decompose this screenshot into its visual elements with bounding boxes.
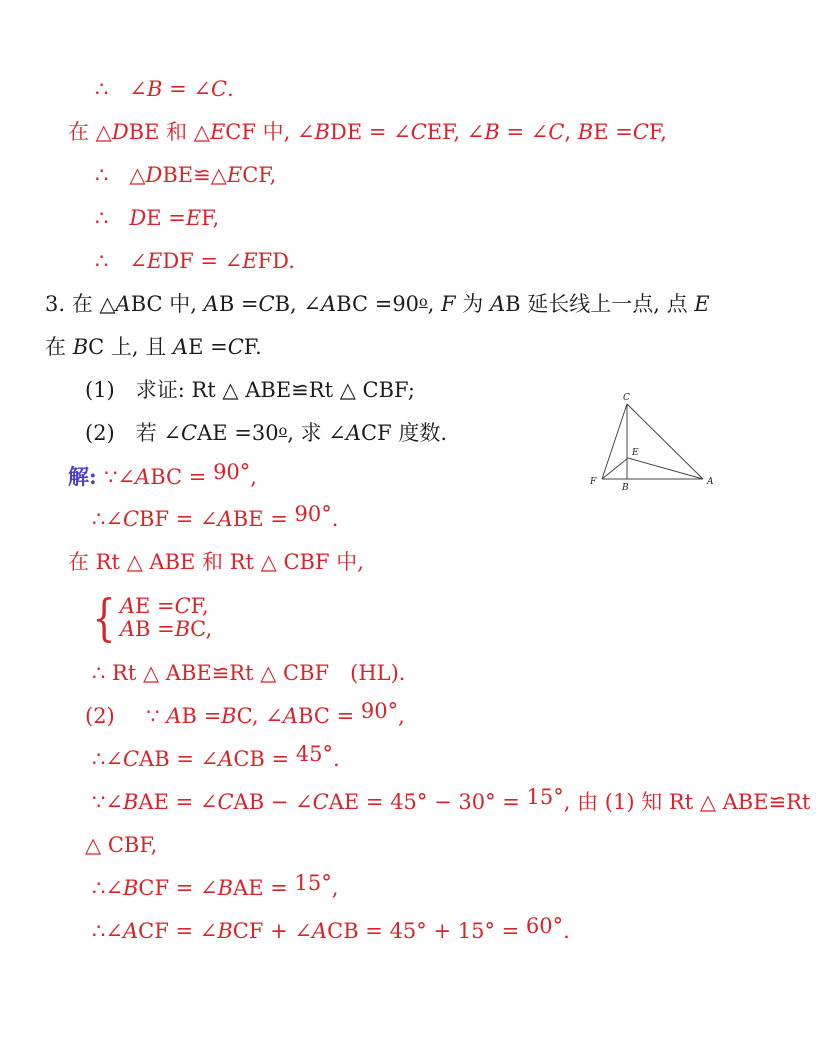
solution-line-cbf-cont bbox=[85, 824, 816, 867]
line-text: ∴ ∠EDF = ∠EFD. bbox=[95, 249, 295, 273]
proof-line-edf-efd bbox=[95, 240, 816, 283]
line-text: ∴ Rt △ ABE≌Rt △ CBF (HL). bbox=[92, 661, 406, 685]
line-text: (1) 求证: Rt △ ABE≌Rt △ CBF; bbox=[85, 378, 415, 402]
solution-line-cbf-abe-90 bbox=[92, 498, 816, 541]
proof-line-in-triangles bbox=[68, 111, 816, 154]
problem-3-statement-line-2 bbox=[45, 326, 816, 369]
proof-line-angle-b-c bbox=[95, 68, 816, 111]
edge-cf bbox=[602, 404, 627, 479]
line-text: 在 BC 上, 且 AE =CF. bbox=[45, 335, 262, 359]
solution-line-cab-acb-45 bbox=[92, 738, 816, 781]
geometry-figure bbox=[588, 388, 718, 493]
triangle-diagram bbox=[588, 388, 718, 493]
line-text: 3. 在 △ABC 中, AB =CB, ∠ABC $=90^o$, F 为 AB 延长线上一点, 点 E bbox=[45, 292, 710, 316]
equation-row: AB =BC, bbox=[119, 617, 213, 641]
solution-line-bae-15 bbox=[92, 781, 816, 824]
line-text: (2) 若 ∠CAE $=30^o$, 求 ∠ACF 度数. bbox=[85, 421, 447, 445]
solution-line-acf-60 bbox=[92, 910, 816, 953]
solution-equation-system bbox=[88, 584, 816, 652]
document-text-area bbox=[0, 68, 816, 953]
vertex-label-f: F bbox=[590, 477, 597, 487]
line-text: (2) ∵ AB =BC, ∠ABC = 90°, bbox=[85, 699, 405, 728]
vertex-label-a: A bbox=[707, 477, 714, 487]
solution-line-in-rt-triangles bbox=[68, 541, 816, 584]
line-text: ∵∠ABC = 90°, bbox=[104, 460, 257, 489]
line-text: ∴∠BCF = ∠BAE = 15°, bbox=[92, 871, 339, 900]
proof-line-de-ef bbox=[95, 197, 816, 240]
system-brace-symbol: { bbox=[92, 589, 116, 647]
vertex-label-c: C bbox=[623, 393, 630, 403]
proof-line-congruent bbox=[95, 154, 816, 197]
line-text: ∴∠ACF = ∠BCF + ∠ACB = 45° + 15° = 60°. bbox=[92, 914, 570, 943]
vertex-label-e: E bbox=[632, 448, 639, 458]
vertex-label-b: B bbox=[622, 483, 629, 493]
line-text: ∴∠CBF = ∠ABE = 90°. bbox=[92, 502, 339, 531]
line-text: 在 Rt △ ABE 和 Rt △ CBF 中, bbox=[68, 550, 364, 574]
edge-ca bbox=[627, 404, 703, 479]
answer-label: 解: bbox=[68, 464, 105, 489]
solution-part-2-given bbox=[85, 695, 816, 738]
line-text: △ CBF, bbox=[85, 833, 158, 857]
line-text: ∴∠CAB = ∠ACB = 45°. bbox=[92, 742, 340, 771]
line-text: ∴ ∠B = ∠C. bbox=[95, 77, 234, 101]
line-text: ∴ DE =EF, bbox=[95, 206, 220, 230]
solution-line-bcf-bae-15 bbox=[92, 867, 816, 910]
solution-line-congruent-hl bbox=[92, 652, 816, 695]
line-text: 在 △DBE 和 △ECF 中, ∠BDE = ∠CEF, ∠B = ∠C, BE =CF, bbox=[68, 120, 667, 144]
problem-3-statement-line-1 bbox=[45, 283, 816, 326]
line-text: ∵∠BAE = ∠CAB − ∠CAE = 45° − 30° = 15°, 由 (1) 知 Rt △ ABE≌Rt bbox=[92, 785, 811, 814]
equation-row: AE =CF, bbox=[119, 594, 209, 618]
line-text: ∴ △DBE≌△ECF, bbox=[95, 163, 277, 187]
